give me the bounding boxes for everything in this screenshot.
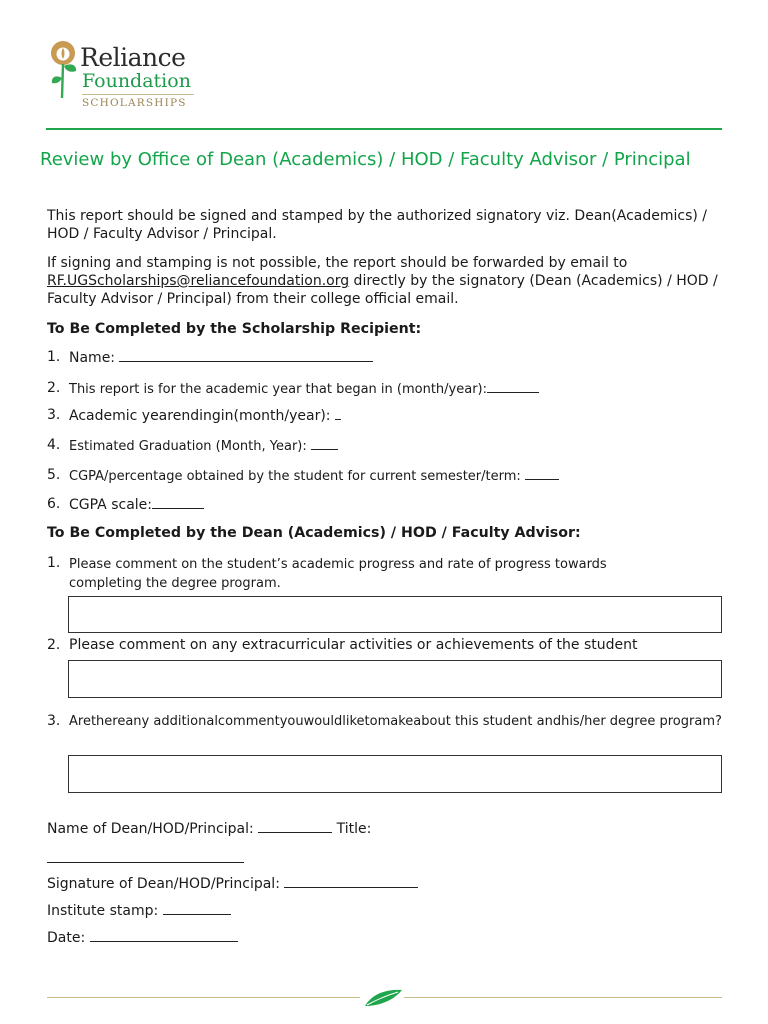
footer-divider-right bbox=[404, 997, 722, 998]
reliance-foundation-logo bbox=[44, 40, 204, 112]
stamp-field[interactable] bbox=[163, 902, 231, 915]
reliance-flame-leaf-icon bbox=[46, 40, 80, 100]
logo-divider bbox=[82, 94, 194, 95]
item-number: 1. bbox=[47, 555, 61, 571]
leaf-icon bbox=[362, 986, 404, 1008]
stamp-row bbox=[47, 902, 231, 919]
date-label: Date: bbox=[47, 930, 86, 946]
item-number: 1. bbox=[47, 349, 61, 365]
logo-brand-text: Reliance bbox=[80, 43, 186, 72]
logo-program-text: SCHOLARSHIPS bbox=[82, 97, 187, 109]
date-row bbox=[47, 929, 238, 946]
section-dean-title: To Be Completed by the Dean (Academics) / HOD / Faculty Advisor: bbox=[47, 525, 581, 541]
footer-divider-left bbox=[47, 997, 360, 998]
signature-row bbox=[47, 875, 418, 892]
logo-foundation-text: Foundation bbox=[82, 70, 191, 92]
extracurricular-comment-box[interactable] bbox=[68, 660, 722, 698]
item-number: 3. bbox=[47, 713, 61, 729]
item-label: Please comment on the student’s academic progress and rate of progress towards completing the degree program. bbox=[69, 557, 607, 591]
intro-paragraph-1: This report should be signed and stamped by the authorized signatory viz. Dean(Academics) / HOD / Faculty Advisor / Principal. bbox=[47, 208, 707, 242]
section-recipient-title: To Be Completed by the Scholarship Recipient: bbox=[47, 321, 422, 337]
item-label: This report is for the academic year that began in (month/year): bbox=[69, 382, 487, 397]
date-field[interactable] bbox=[90, 929, 238, 942]
item-number: 5. bbox=[47, 467, 61, 483]
start-year-field[interactable] bbox=[487, 380, 539, 393]
item-number: 2. bbox=[47, 380, 61, 396]
email-link[interactable]: RF.UGScholarships@reliancefoundation.org bbox=[47, 273, 350, 289]
graduation-field[interactable] bbox=[311, 437, 338, 450]
intro-paragraph-2-lead: If signing and stamping is not possible, the report should be forwarded by email to bbox=[47, 255, 628, 271]
item-label: Academic yearendingin(month/year): bbox=[69, 408, 331, 424]
item-number: 6. bbox=[47, 496, 61, 512]
additional-comments-box[interactable] bbox=[68, 755, 722, 793]
page-title: Review by Office of Dean (Academics) / HOD / Faculty Advisor / Principal bbox=[40, 149, 691, 170]
item-label: CGPA scale: bbox=[69, 497, 152, 513]
title-label: Title: bbox=[336, 821, 372, 837]
item-number: 2. bbox=[47, 637, 61, 653]
name-field[interactable] bbox=[119, 349, 373, 362]
intro-paragraph-2 bbox=[47, 254, 747, 308]
signature-field[interactable] bbox=[284, 875, 418, 888]
item-label: Arethereany additionalcommentyouwouldliketomakeabout this student andhis/her degree program? bbox=[69, 714, 722, 729]
item-label: CGPA/percentage obtained by the student for current semester/term: bbox=[69, 469, 521, 484]
dean-name-row bbox=[47, 820, 371, 837]
cgpa-field[interactable] bbox=[525, 467, 559, 480]
item-label: Name: bbox=[69, 350, 116, 366]
title-field[interactable] bbox=[47, 862, 244, 863]
stamp-label: Institute stamp: bbox=[47, 903, 159, 919]
item-label: Estimated Graduation (Month, Year): bbox=[69, 439, 307, 454]
item-label: Please comment on any extracurricular activities or achievements of the student bbox=[69, 637, 638, 653]
dean-name-label: Name of Dean/HOD/Principal: bbox=[47, 821, 254, 837]
signature-label: Signature of Dean/HOD/Principal: bbox=[47, 876, 280, 892]
item-number: 3. bbox=[47, 407, 61, 423]
item-number: 4. bbox=[47, 437, 61, 453]
academic-progress-comment-box[interactable] bbox=[68, 596, 722, 633]
end-year-field[interactable] bbox=[335, 407, 341, 420]
cgpa-scale-field[interactable] bbox=[152, 496, 204, 509]
header-divider bbox=[46, 128, 722, 130]
dean-name-field[interactable] bbox=[258, 820, 332, 833]
intro-paragraph-2-tail: directly by the signatory (Dean (Academics) / HOD / Faculty Advisor / Principal) from their college official email. bbox=[47, 273, 718, 307]
